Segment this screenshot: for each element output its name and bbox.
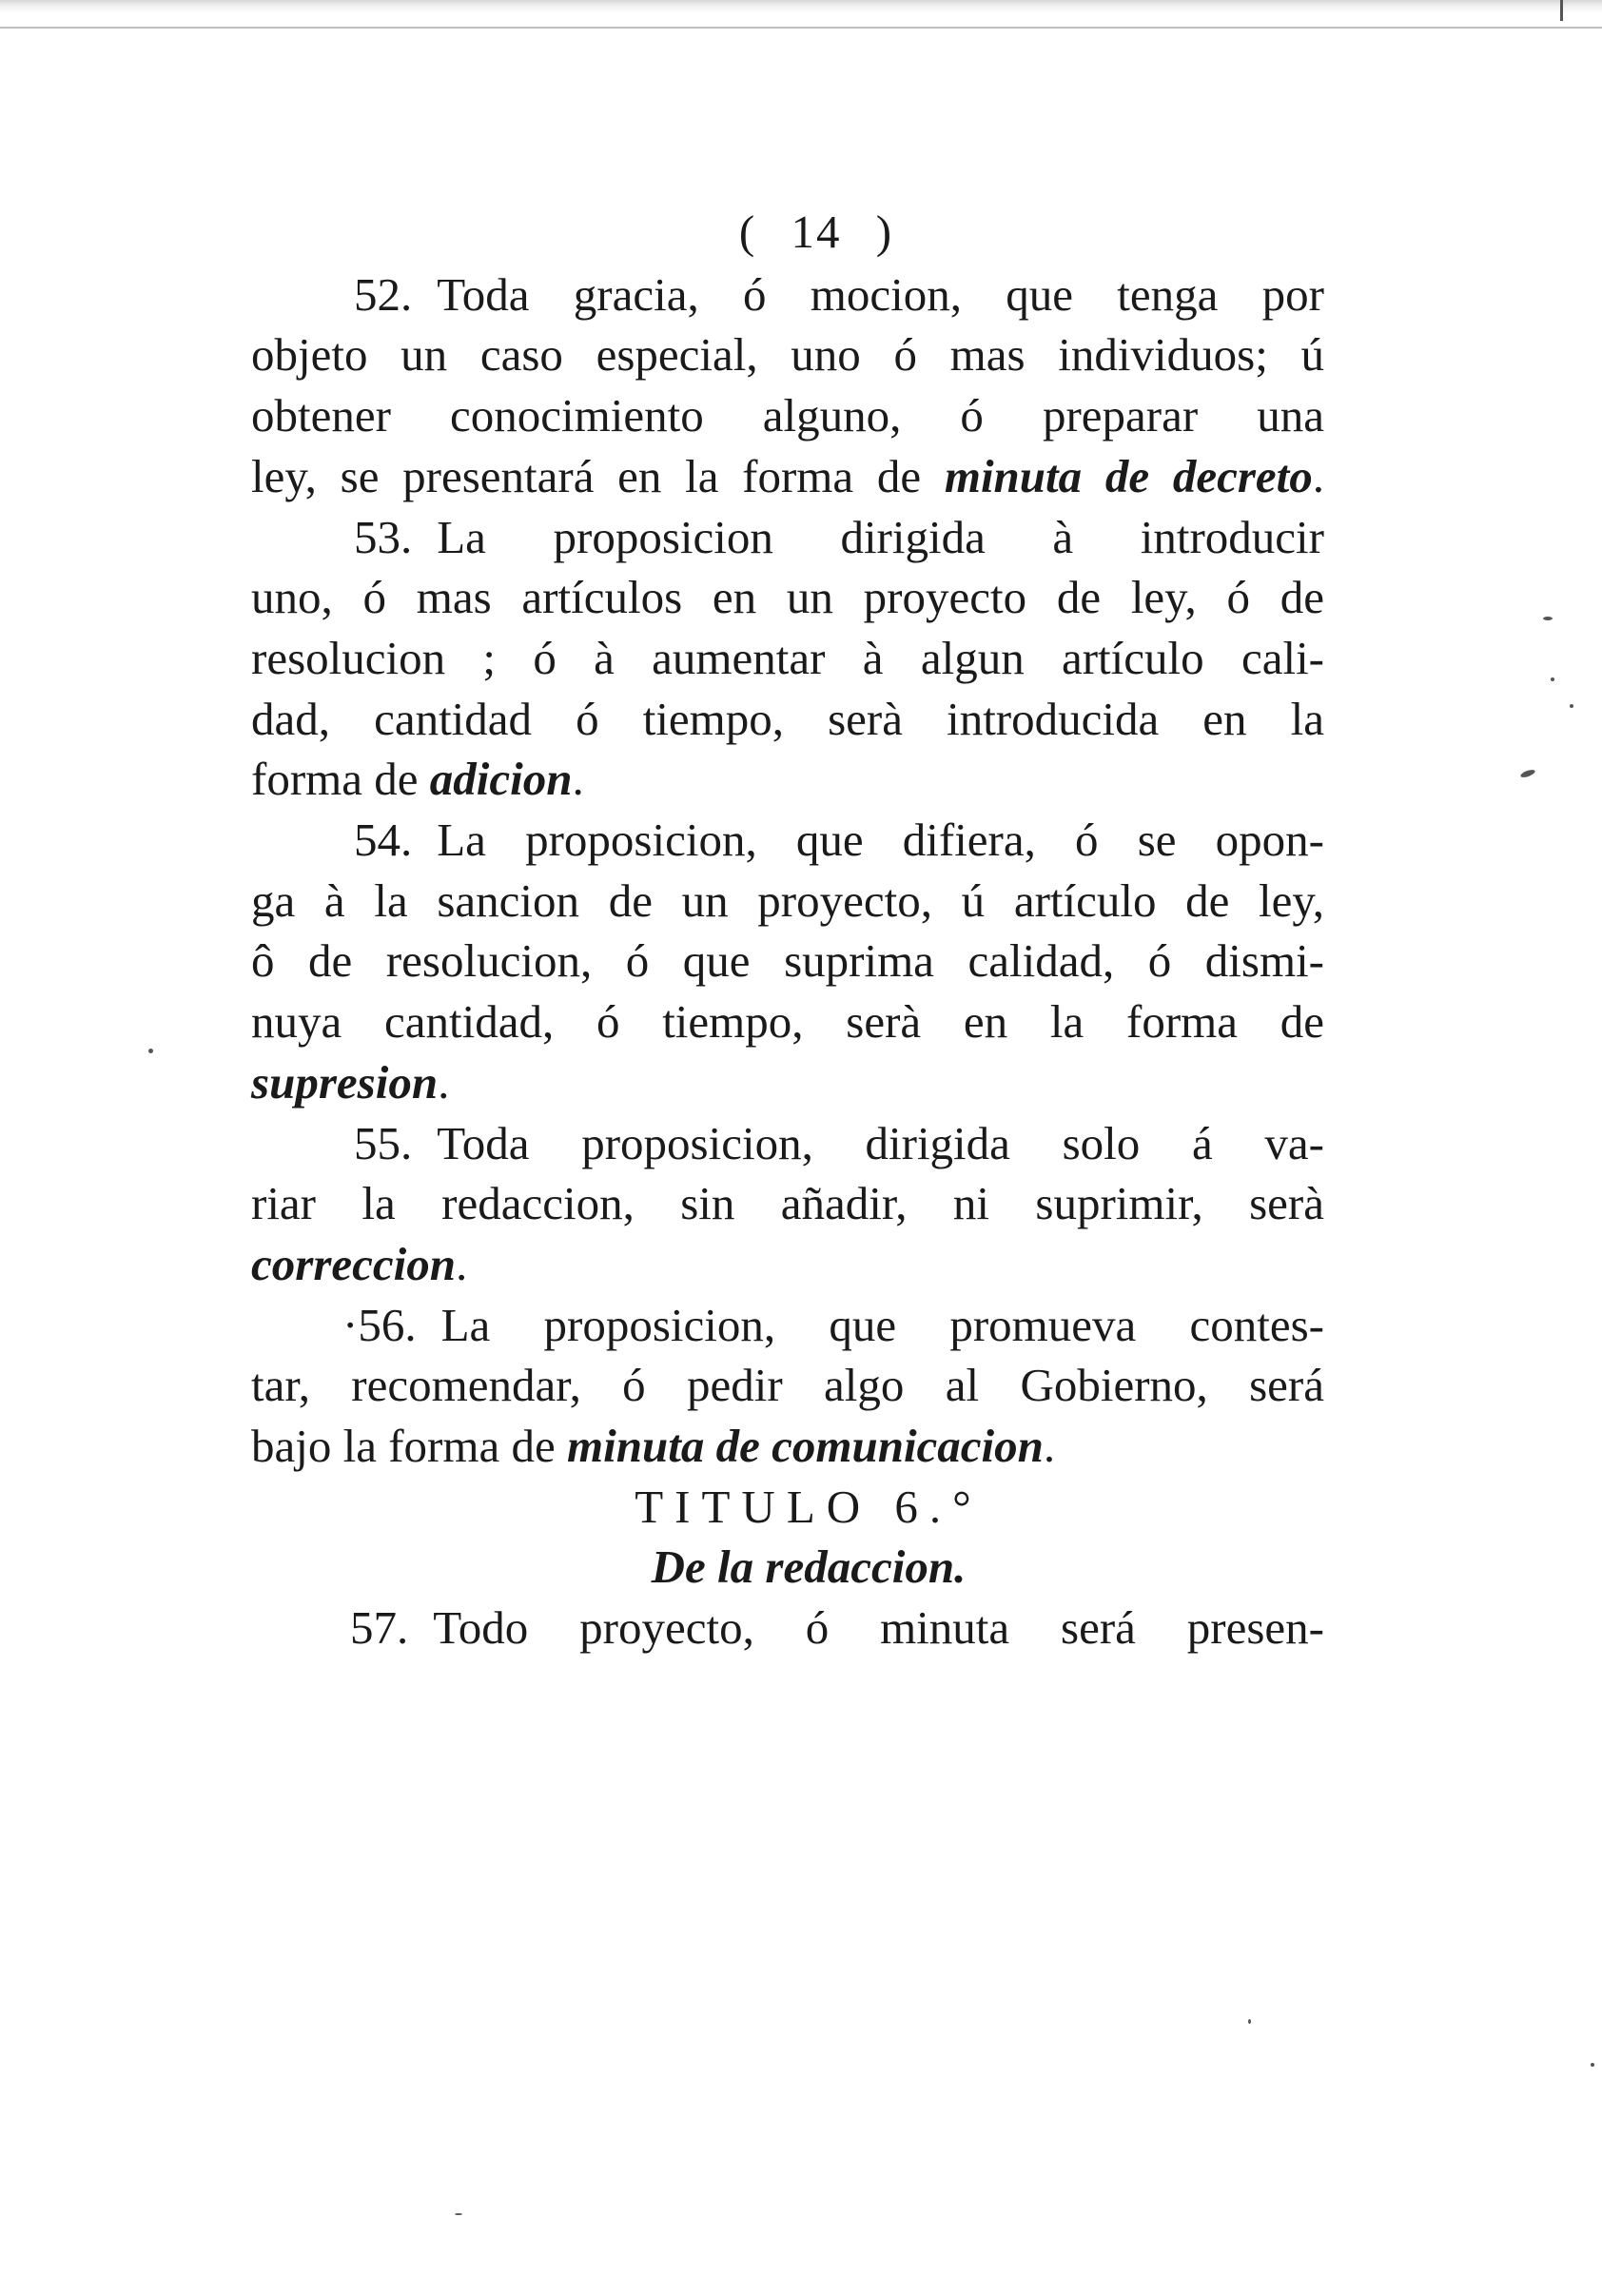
article-line: dad, cantidad ó tiempo, serà introducida en la bbox=[251, 692, 1324, 745]
emphasis-text: adicion bbox=[429, 753, 573, 806]
section-subtitle: De la redaccion. bbox=[651, 1540, 967, 1594]
margin-speck bbox=[1248, 2019, 1251, 2024]
margin-speck bbox=[1591, 2063, 1594, 2067]
article-line: resolucion ; ó à aumentar à algun artículo cali- bbox=[251, 631, 1324, 684]
article-line: 55. Toda proposicion, dirigida solo á va- bbox=[354, 1116, 1324, 1169]
article-number: 53. bbox=[354, 510, 413, 563]
article-57 bbox=[251, 1598, 1324, 1658]
article-line: supresion. bbox=[251, 1055, 450, 1109]
article-number: 54. bbox=[354, 814, 413, 867]
emphasis-text: correccion bbox=[251, 1237, 456, 1290]
page-number: ( 14 ) bbox=[738, 206, 894, 258]
article-line: ga à la sancion de un proyecto, ú artículo de ley, bbox=[251, 873, 1324, 927]
article-line: 52. Toda gracia, ó mocion, que tenga por bbox=[354, 267, 1324, 321]
article-line: obtener conocimiento alguno, ó preparar una bbox=[251, 389, 1324, 442]
emphasis-text: supresion bbox=[251, 1055, 439, 1109]
article-line: uno, ó mas artículos en un proyecto de ley, ó de bbox=[251, 571, 1324, 624]
section-title: TITULO 6.° bbox=[635, 1480, 983, 1533]
article-line: tar, recomendar, ó pedir algo al Gobierno, será bbox=[251, 1359, 1324, 1412]
article-line: bajo la forma de minuta de comunicacion. bbox=[251, 1420, 1056, 1473]
article-53 bbox=[251, 507, 1324, 811]
margin-speck bbox=[455, 2213, 462, 2215]
article-line: ô de resolucion, ó que suprima calidad, ó dismi- bbox=[251, 934, 1324, 988]
article-number: 55. bbox=[354, 1116, 413, 1169]
text-block bbox=[251, 202, 1324, 1658]
article-line: objeto un caso especial, uno ó mas individuos; ú bbox=[251, 328, 1324, 382]
emphasis-text: minuta de decreto bbox=[944, 449, 1313, 502]
margin-speck bbox=[148, 1049, 153, 1053]
scan-top-edge bbox=[0, 0, 1602, 38]
margin-speck bbox=[1543, 617, 1553, 620]
article-line: 57. Todo proyecto, ó minuta será presen- bbox=[350, 1601, 1324, 1655]
scan-corner-mark bbox=[1560, 0, 1563, 21]
article-line: forma de adicion. bbox=[251, 753, 584, 806]
article-number: ·56. bbox=[342, 1298, 417, 1351]
article-line: riar la redaccion, sin añadir, ni suprimir, serà bbox=[251, 1177, 1324, 1230]
article-line: ley, se presentará en la forma de minuta de decreto. bbox=[251, 449, 1324, 502]
article-line: 54. La proposicion, que difiera, ó se opon- bbox=[354, 814, 1324, 867]
article-line: nuya cantidad, ó tiempo, serà en la forma de bbox=[251, 995, 1324, 1049]
scan-top-rule bbox=[0, 27, 1602, 29]
article-number: 57. bbox=[350, 1601, 409, 1655]
margin-speck bbox=[1551, 677, 1554, 681]
margin-speck bbox=[1519, 768, 1535, 778]
emphasis-text: minuta de comunicacion bbox=[566, 1420, 1044, 1473]
article-54 bbox=[251, 810, 1324, 1113]
article-52 bbox=[251, 265, 1324, 507]
margin-speck bbox=[1570, 704, 1573, 708]
article-number: 52. bbox=[354, 267, 413, 321]
article-line: 53. La proposicion dirigida à introducir bbox=[354, 510, 1324, 563]
article-line: ·56. La proposicion, que promueva contes- bbox=[342, 1298, 1324, 1351]
article-line: correccion. bbox=[251, 1237, 468, 1290]
article-56 bbox=[251, 1295, 1324, 1477]
article-55 bbox=[251, 1113, 1324, 1295]
